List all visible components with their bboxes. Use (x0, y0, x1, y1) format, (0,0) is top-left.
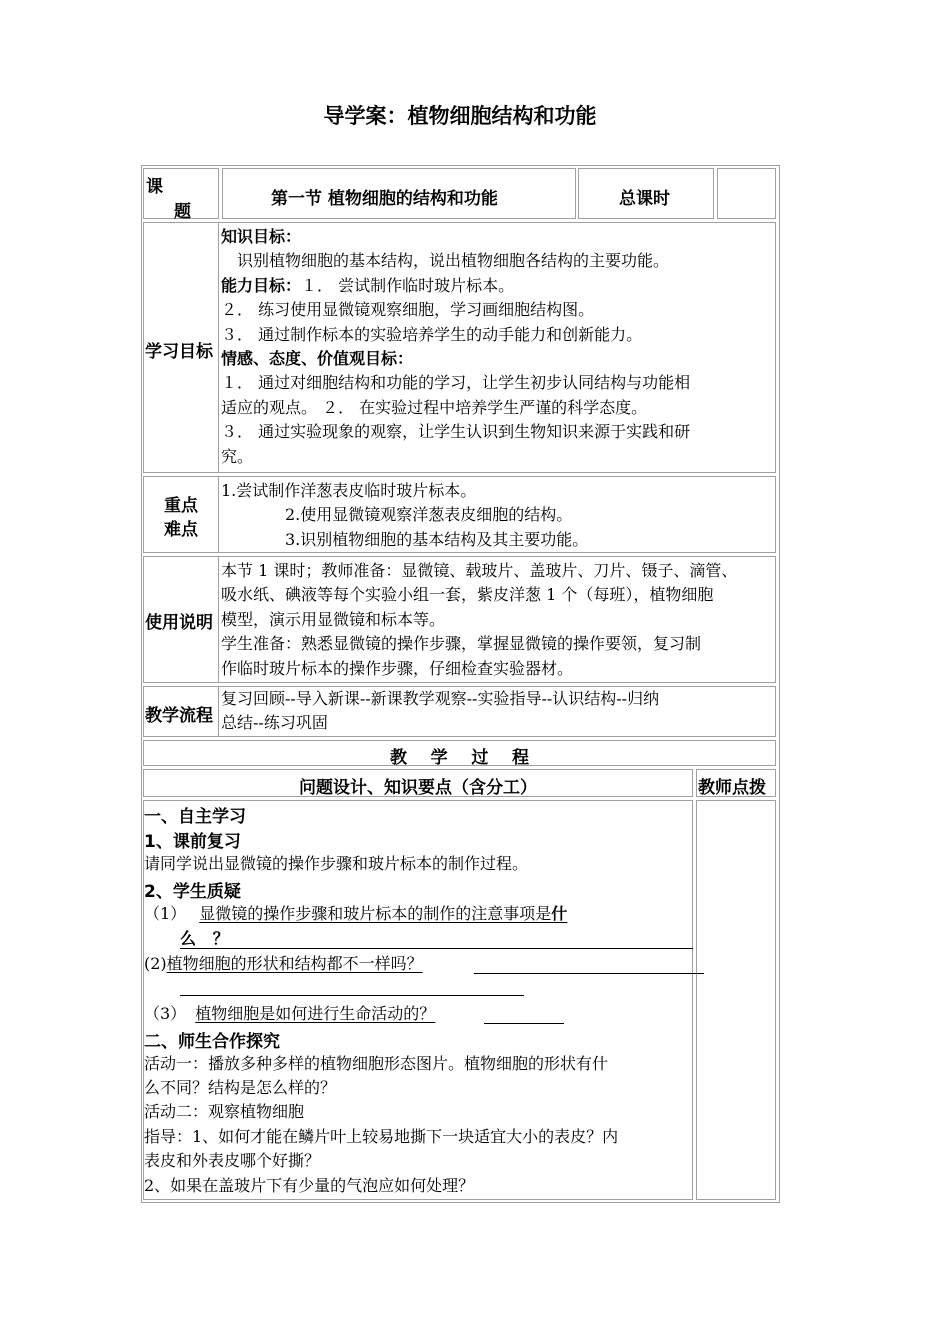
guide-1-line2: 表皮和外表皮哪个好撕？ (144, 1151, 321, 1170)
keypoint-item: 2.使用显微镜观察洋葱表皮细胞的结构。 (285, 505, 573, 525)
ability-item-1: １． 尝试制作临时玻片标本。 (301, 275, 515, 295)
hours-value-cell (717, 168, 776, 219)
question-1-text: 显微镜的操作步骤和玻片标本的制作的注意事项是 (199, 904, 552, 923)
keypoints-content-cell (219, 476, 776, 553)
question-1-continuation: 么 ？ (180, 929, 229, 948)
usage-line: 吸水纸、碘液等每个实验小组一套，紫皮洋葱 1 个（每班），植物细胞 (221, 585, 714, 605)
col-teacher-header: 教师点拨 (698, 778, 766, 798)
flow-content-cell (219, 686, 776, 737)
ability-item-3: ３． 通过制作标本的实验培养学生的动手能力和创新能力。 (221, 324, 643, 344)
usage-line: 模型，演示用显微镜和标本等。 (221, 609, 446, 629)
review-text: 请同学说出显微镜的操作步骤和玻片标本的制作过程。 (144, 854, 529, 873)
keypoint-item: 1.尝试制作洋葱表皮临时玻片标本。 (221, 481, 477, 500)
question-2-number: (2) (144, 954, 167, 973)
flow-line2: 总结--练习巩固 (221, 713, 328, 733)
hours-label: 总课时 (619, 189, 670, 209)
col-main-header: 问题设计、知识要点（含分工） (299, 778, 537, 798)
guide-2: 2、如果在盖玻片下有少量的气泡应如何处理？ (144, 1176, 475, 1195)
section-self-study: 一、自主学习 (144, 807, 246, 827)
process-heading: 教 学 过 程 (389, 748, 530, 768)
question-3-underline (484, 1023, 564, 1024)
knowledge-heading: 知识目标： (221, 227, 302, 246)
subsection-review: 1、课前复习 (144, 832, 241, 852)
topic-label-cell (143, 168, 219, 222)
question-1-underline (180, 948, 693, 949)
emotion-item-1b: 适应的观点。 ２． 在实验过程中培养学生严谨的科学态度。 (221, 397, 648, 417)
usage-line: 学生准备：熟悉显微镜的操作步骤，掌握显微镜的操作要领，复习制 (221, 634, 702, 654)
subsection-questions: 2、学生质疑 (144, 882, 241, 902)
topic-label-line1: 课 (146, 177, 163, 197)
question-1 (144, 902, 567, 926)
activity-2: 活动二：观察植物细胞 (144, 1102, 305, 1121)
emotion-item-1a: １． 通过对细胞结构和功能的学习，让学生初步认同结构与功能相 (221, 373, 691, 393)
question-3-number: （3） (144, 1004, 187, 1023)
col-teacher-header-cell (696, 769, 776, 797)
activity-1-line1: 活动一：播放多种多样的植物细胞形态图片。植物细胞的形状有什 (144, 1054, 609, 1073)
flow-label-cell (143, 686, 219, 737)
emotion-heading: 情感、态度、价值观目标： (221, 349, 414, 369)
keypoints-label-line1: 重点 (164, 496, 198, 516)
keypoints-label-line2: 难点 (164, 520, 198, 540)
flow-line1: 复习回顾--导入新课--新课教学观察--实验指导--认识结构--归纳 (221, 689, 660, 708)
question-3 (144, 1002, 435, 1026)
usage-content-cell (219, 556, 776, 683)
usage-label-cell (143, 556, 219, 683)
ability-heading: 能力目标： (221, 275, 302, 295)
teacher-notes-cell (696, 800, 776, 1200)
keypoint-item: 3.识别植物细胞的基本结构及其主要功能。 (285, 529, 589, 549)
ability-item-2: ２． 练习使用显微镜观察细胞，学习画细胞结构图。 (221, 300, 595, 320)
col-main-header-cell (143, 769, 693, 797)
objectives-label: 学习目标 (145, 342, 213, 362)
process-heading-cell (143, 740, 776, 766)
knowledge-text: 识别植物细胞的基本结构，说出植物细胞各结构的主要功能。 (237, 251, 670, 271)
question-2-answer-line (180, 995, 524, 996)
usage-line: 本节 1 课时；教师准备：显微镜、载玻片、盖玻片、刀片、镊子、滴管、 (221, 561, 738, 580)
objectives-content-cell (219, 222, 776, 473)
topic-text: 第一节 植物细胞的结构和功能 (271, 189, 498, 209)
question-2-underline (474, 973, 704, 974)
guide-1-line1: 指导：1、如何才能在鳞片叶上较易地撕下一块适宜大小的表皮？内 (144, 1127, 619, 1146)
activity-1-line2: 么不同？结构是怎么样的？ (144, 1078, 337, 1097)
question-1-text-end: 什 (551, 904, 568, 923)
page-title: 导学案：植物细胞结构和功能 (323, 104, 597, 128)
topic-cell (222, 168, 576, 219)
question-2-text: 植物细胞的形状和结构都不一样吗？ (166, 954, 423, 973)
usage-line: 作临时玻片标本的操作步骤，仔细检查实验器材。 (221, 658, 574, 678)
emotion-item-3a: ３． 通过实验现象的观察，让学生认识到生物知识来源于实践和研 (221, 422, 691, 442)
topic-label-line2: 题 (174, 202, 191, 222)
objectives-label-cell (143, 222, 219, 473)
keypoints-label-cell (143, 476, 219, 553)
hours-label-cell (578, 168, 714, 219)
question-3-text: 植物细胞是如何进行生命活动的？ (195, 1004, 436, 1023)
question-1-number: （1） (144, 904, 187, 923)
usage-label: 使用说明 (145, 613, 213, 633)
question-2 (144, 952, 423, 976)
emotion-item-3b: 究。 (221, 446, 254, 466)
flow-label: 教学流程 (145, 706, 213, 726)
section-cooperation: 二、师生合作探究 (144, 1032, 280, 1052)
